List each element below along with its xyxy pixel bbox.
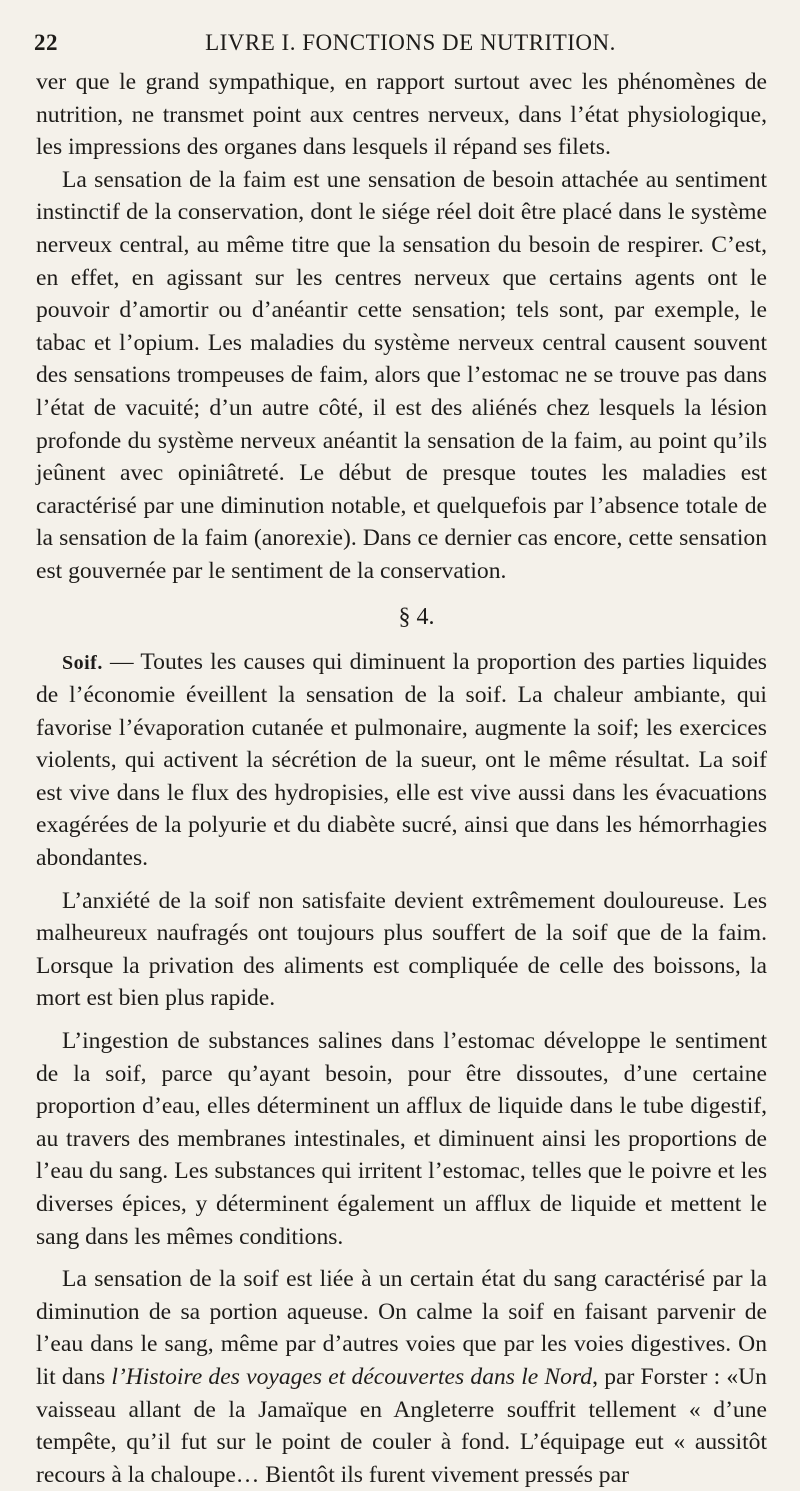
page-number: 22: [34, 30, 58, 55]
book-title-italic: l’Histoire des voyages et découvertes dans le Nord: [111, 1363, 593, 1390]
paragraph-ingestion: L’ingestion de substances salines dans l’estomac développe le sentiment de la soif, parce qu’ayant besoin, pour être dissoutes, d’une certaine proportion d’eau, elles déterminent un afflux de liquide dans le tube digestif, au travers des membranes intestinales, et diminuent ainsi les proportions de l’eau du sang. Les substances qui irritent l’estomac, telles que le poivre et les diverses épices, y déterminent également un afflux de liquide et mettent le sang dans les mêmes conditions.: [36, 1028, 767, 1250]
paragraph-soif-text: — Toutes les causes qui diminuent la proportion des parties liquides de l’économie éveillent la sensation de la soif. La chaleur ambiante, qui favorise l’évaporation cutanée et pulmonaire, augmente la soif; les exercices violents, qui activent la sécrétion de la sueur, ont le même résultat. La soif est vive dans le flux des hydropisies, elle est vive aussi dans les évacuations exagérées de la polyurie et du diabète sucré, ainsi que dans les hémorrhagies abondantes.: [36, 648, 767, 872]
page-body: [36, 66, 767, 1491]
runin-heading: Soif.: [62, 651, 103, 674]
running-title: LIVRE I. FONCTIONS DE NUTRITION.: [205, 30, 616, 55]
paragraph-faim: La sensation de la faim est une sensation de besoin attachée au sentiment instinctif de la conservation, dont le siége réel doit être placé dans le système nerveux central, au même titre que la sensation du besoin de respirer. C’est, en effet, en agissant sur les centres nerveux que certains agents ont le pouvoir d’amortir ou d’anéantir cette sensation; tels sont, par exemple, le tabac et l’opium. Les maladies du système nerveux central causent souvent des sensations trompeuses de faim, alors que l’estomac ne se trouve pas dans l’état de vacuité; d’un autre côté, il est des aliénés chez lesquels la lésion profonde du système nerveux anéantit la sensation de la faim, au point qu’ils jeûnent avec opiniâtreté. Le début de presque toutes les maladies est caractérisé par une diminution notable, et quelquefois par l’absence totale de la sensation de la faim (anorexie). Dans ce dernier cas encore, cette sensation est gouvernée par le sentiment de la conservation.: [36, 166, 767, 584]
running-header: [34, 30, 767, 64]
paragraph-sang-text-end: , par Forster : «Un vaisseau allant de la Jamaïque en Angleterre souffrit tellement « d’une tempête, qu’il fut sur le point de couler à fond. L’équipage eut « aussitôt recours à la chaloupe… Bientôt ils furent vivement pressés par: [36, 1363, 767, 1488]
paragraph-anxiete: L’anxiété de la soif non satisfaite devient extrêmement douloureuse. Les malheureux naufragés ont toujours plus souffert de la soif que de la faim. Lorsque la privation des aliments est compliquée de celle des boissons, la mort est bien plus rapide.: [36, 887, 767, 1012]
paragraph-soif: [36, 646, 767, 875]
paragraph-continued: ver que le grand sympathique, en rapport surtout avec les phénomènes de nutrition, ne transmet point aux centres nerveux, dans l’état physiologique, les impressions des organes dans lesquels il répand ses filets.: [36, 69, 767, 161]
paragraph-sang: [36, 1263, 767, 1491]
paragraph-sang-text-start: La sensation de la soif est liée à un certain état du sang caractérisé par la diminution de sa portion aqueuse. On calme la soif en faisant parvenir de l’eau dans le sang, même par d’autres voies que par les voies digestives. On lit dans: [36, 1266, 767, 1390]
section-heading: § 4.: [398, 603, 435, 630]
